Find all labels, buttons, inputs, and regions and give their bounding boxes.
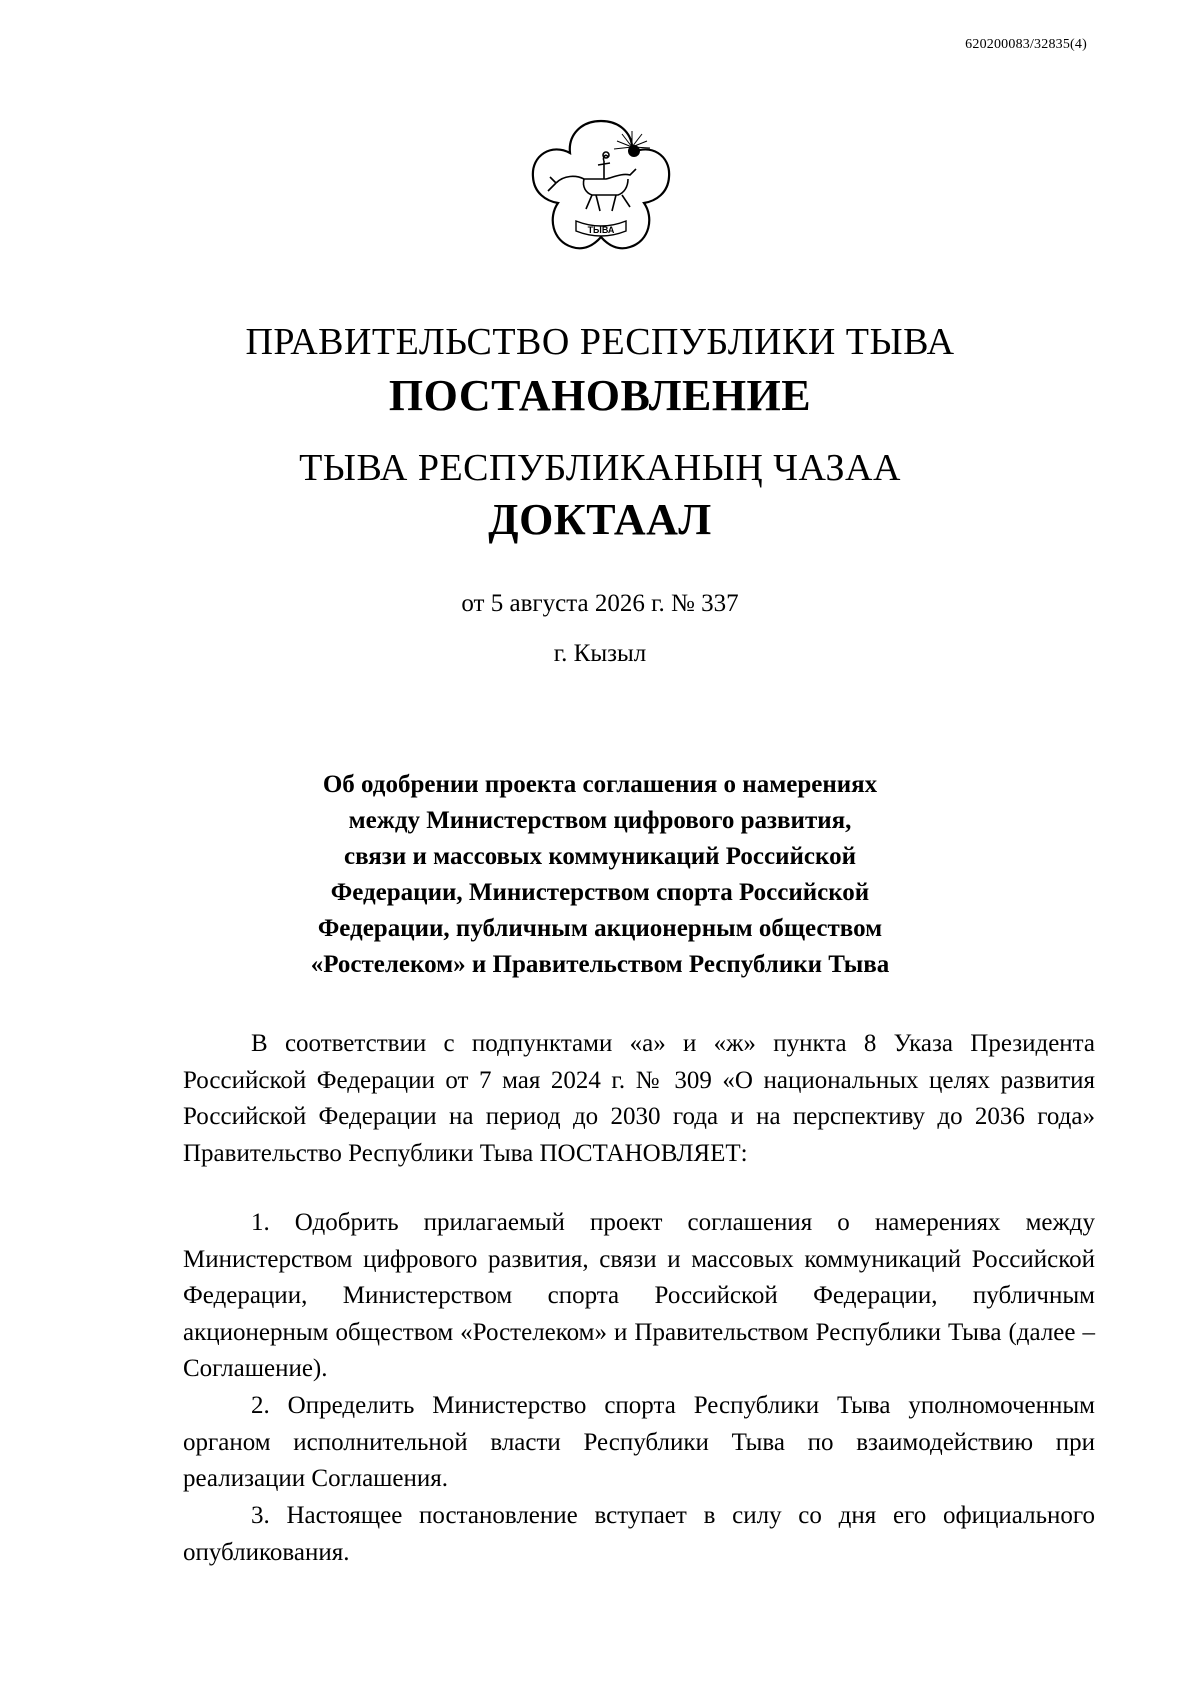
government-title-tyv: ТЫВА РЕСПУБЛИКАНЫҢ ЧАЗАА: [299, 447, 901, 489]
decree-title-line: Федерации, Министерством спорта Российской: [330, 879, 870, 906]
decree-title-line: «Ростелеком» и Правительством Республики Тыва: [310, 951, 890, 978]
document-code: 620200083/32835(4): [965, 37, 1087, 52]
decree-city: г. Кызыл: [553, 640, 647, 667]
emblem-inscription: ТЫВА: [587, 225, 615, 235]
decree-title-line: между Министерством цифрового развития,: [348, 807, 852, 834]
clause-3-paragraph: 3. Настоящее постановление вступает в силу со дня его официального опубликования.: [183, 1502, 1095, 1566]
clause-2-paragraph: 2. Определить Министерство спорта Республики Тыва уполномоченным органом исполнительной власти Республики Тыва по взаимодействию при реализации Соглашения.: [183, 1392, 1095, 1492]
decree-title-tyv: ДОКТААЛ: [488, 495, 712, 544]
decree-title-line: связи и массовых коммуникаций Российской: [343, 843, 857, 870]
decree-date-number: от 5 августа 2026 г. № 337: [461, 590, 739, 617]
decree-title-line: Федерации, публичным акционерным обществом: [317, 915, 883, 942]
government-title-ru: ПРАВИТЕЛЬСТВО РЕСПУБЛИКИ ТЫВА: [245, 321, 955, 363]
decree-title: [300, 767, 900, 983]
decree-title-line: Об одобрении проекта соглашения о намерениях: [322, 771, 878, 798]
tyva-emblem-icon: [526, 113, 676, 263]
tyva-emblem-graphic: [526, 113, 676, 263]
clause-1-paragraph: 1. Одобрить прилагаемый проект соглашения о намерениях между Министерством цифрового развития, связи и массовых коммуникаций Российской Федерации, Министерством спорта Российской Федерации, публичным акционерным обществом «Ростелеком» и Правительством Республики Тыва (далее – Соглашение).: [183, 1209, 1095, 1382]
preamble-paragraph: В соответствии с подпунктами «а» и «ж» пункта 8 Указа Президента Российской Федерации от 7 мая 2024 г. № 309 «О национальных целях развития Российской Федерации на период до 2030 года и на перспективу до 2036 года» Правительство Республики Тыва ПОСТАНОВЛЯЕТ:: [183, 1030, 1095, 1167]
decree-title-ru: ПОСТАНОВЛЕНИЕ: [388, 371, 812, 420]
